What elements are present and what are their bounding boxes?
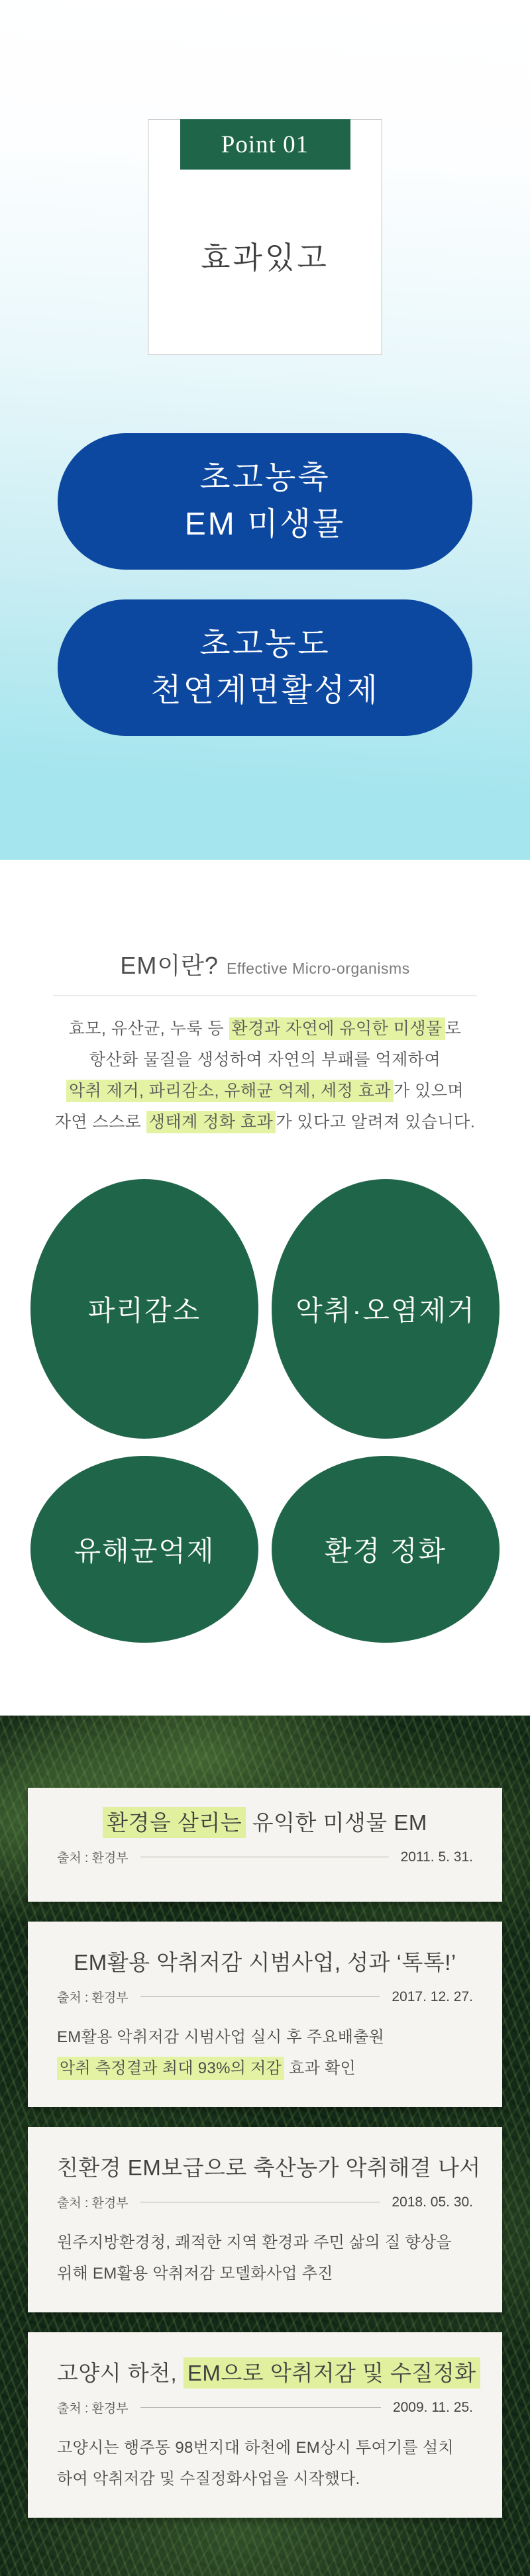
- news-title: 고양시 하천, EM으로 악취저감 및 수질정화: [57, 2356, 473, 2387]
- forest-news-section: [0, 1716, 530, 2576]
- news-card-3: [28, 2127, 502, 2312]
- news-date: 2011. 5. 31.: [400, 1849, 473, 1865]
- pill-line: 천연계면활성제: [150, 673, 380, 708]
- benefit-circle-odor-pollution-removal: 악취·오염제거: [272, 1179, 500, 1439]
- paragraph-line: 효모, 유산균, 누룩 등 환경과 자연에 유익한 미생물 로: [0, 1013, 530, 1045]
- news-card-2: [28, 1922, 502, 2107]
- body-line: EM활용 악취저감 시범사업 실시 후 주요배출원: [57, 2028, 385, 2046]
- em-subtitle: Effective Micro-organisms: [226, 960, 410, 977]
- point-badge: Point 01: [180, 119, 350, 170]
- em-heading: [0, 860, 530, 981]
- body-line: 위해 EM활용 악취저감 모델화사업 추진: [57, 2265, 333, 2283]
- feature-pill-em-microbes: [58, 433, 472, 570]
- pill-line: 초고농도: [199, 627, 331, 662]
- news-source: 출처 : 환경부: [57, 2196, 129, 2210]
- em-intro-section: [0, 860, 530, 1716]
- news-source: 출처 : 환경부: [57, 1991, 129, 2005]
- news-meta: [57, 1988, 473, 2006]
- benefit-circle-harmful-bacteria-control: 유해균억제: [30, 1456, 258, 1643]
- benefit-circle-fly-reduction: 파리감소: [30, 1179, 258, 1439]
- news-meta: [57, 1848, 473, 1866]
- pill-line: EM 미생물: [184, 507, 346, 542]
- news-title: EM활용 악취저감 시범사업, 성과 ‘톡톡!’: [74, 1950, 456, 1975]
- meta-divider-line: [140, 2407, 381, 2408]
- news-date: 2009. 11. 25.: [392, 2399, 473, 2415]
- benefit-circles-row-2: [0, 1456, 530, 1643]
- body-line: 원주지방환경청, 쾌적한 지역 환경과 주민 삶의 질 향상을: [57, 2234, 452, 2251]
- news-body: [57, 2432, 473, 2495]
- news-body: [57, 2227, 473, 2289]
- benefit-circles-row-1: [0, 1179, 530, 1439]
- body-line: 고양시는 행주동 98번지대 하천에 EM상시 투여기를 설치: [57, 2439, 454, 2457]
- news-source: 출처 : 환경부: [57, 1851, 129, 1865]
- news-date: 2017. 12. 27.: [392, 1988, 473, 2004]
- sky-section: [0, 0, 530, 860]
- news-body: [57, 2022, 473, 2084]
- point-card: [148, 119, 382, 355]
- body-line: 하여 악취저감 및 수질정화사업을 시작했다.: [57, 2470, 360, 2488]
- em-paragraph: [0, 1013, 530, 1138]
- news-date: 2018. 05. 30.: [392, 2194, 473, 2210]
- pill-line: 초고농축: [199, 460, 331, 496]
- news-card-4: [28, 2332, 502, 2518]
- news-meta: [57, 2193, 473, 2211]
- news-title: 친환경 EM보급으로 축산농가 악취해결 나서: [57, 2155, 481, 2180]
- paragraph-line: 악취 제거, 파리감소, 유해균 억제, 세정 효과 가 있으며: [0, 1076, 530, 1107]
- em-title: EM이란?: [120, 952, 219, 979]
- paragraph-line: 자연 스스로 생태계 정화 효과 가 있다고 알려져 있습니다.: [0, 1107, 530, 1138]
- news-card-1: [28, 1788, 502, 1902]
- paragraph-line: 항산화 물질을 생성하여 자연의 부패를 억제하여: [89, 1051, 441, 1069]
- body-line: 악취 측정결과 최대 93%의 저감 효과 확인: [57, 2053, 473, 2084]
- news-meta: [57, 2398, 473, 2416]
- meta-divider-line: [140, 1996, 380, 1997]
- news-title: 환경을 살리는 유익한 미생물 EM: [57, 1806, 473, 1837]
- benefit-circle-environment-purification: 환경 정화: [272, 1456, 500, 1643]
- feature-pill-natural-surfactant: [58, 599, 472, 736]
- news-source: 출처 : 환경부: [57, 2402, 129, 2416]
- point-title: 효과있고: [201, 240, 329, 276]
